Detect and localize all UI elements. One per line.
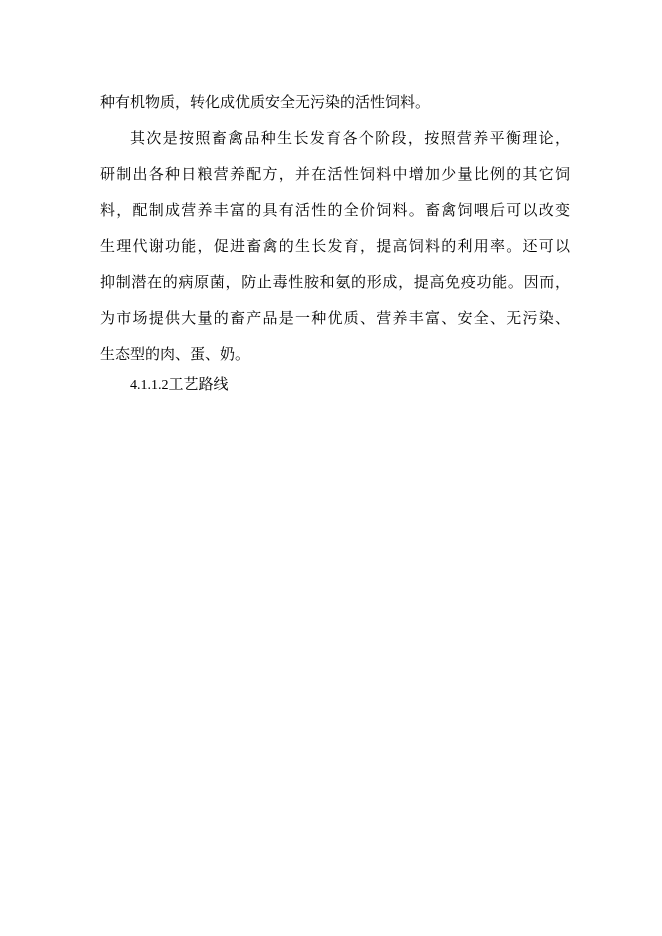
paragraph-2-line-1: 其次是按照畜禽品种生长发育各个阶段，按照营养平衡理论， xyxy=(130,129,570,147)
paragraph-2-line-2: 研制出各种日粮营养配方，并在活性饲料中增加少量比例的其它饲 xyxy=(100,165,570,183)
section-number: 4.1.1.2 xyxy=(130,378,169,393)
paragraph-2-line-7: 生态型的肉、蛋、奶。 xyxy=(100,345,251,363)
section-heading xyxy=(130,374,229,396)
paragraph-1-line-1: 种有机物质，转化成优质安全无污染的活性饲料。 xyxy=(100,93,431,111)
paragraph-2-line-5: 抑制潜在的病原菌，防止毒性胺和氨的形成，提高免疫功能。因而， xyxy=(100,273,570,291)
paragraph-2-line-4: 生理代谢功能，促进畜禽的生长发育，提高饲料的利用率。还可以 xyxy=(100,237,570,255)
section-title: 工艺路线 xyxy=(168,375,229,393)
paragraph-2-line-6: 为市场提供大量的畜产品是一种优质、营养丰富、安全、无污染、 xyxy=(100,309,570,327)
paragraph-2-line-3: 料，配制成营养丰富的具有活性的全价饲料。畜禽饲喂后可以改变 xyxy=(100,201,570,219)
